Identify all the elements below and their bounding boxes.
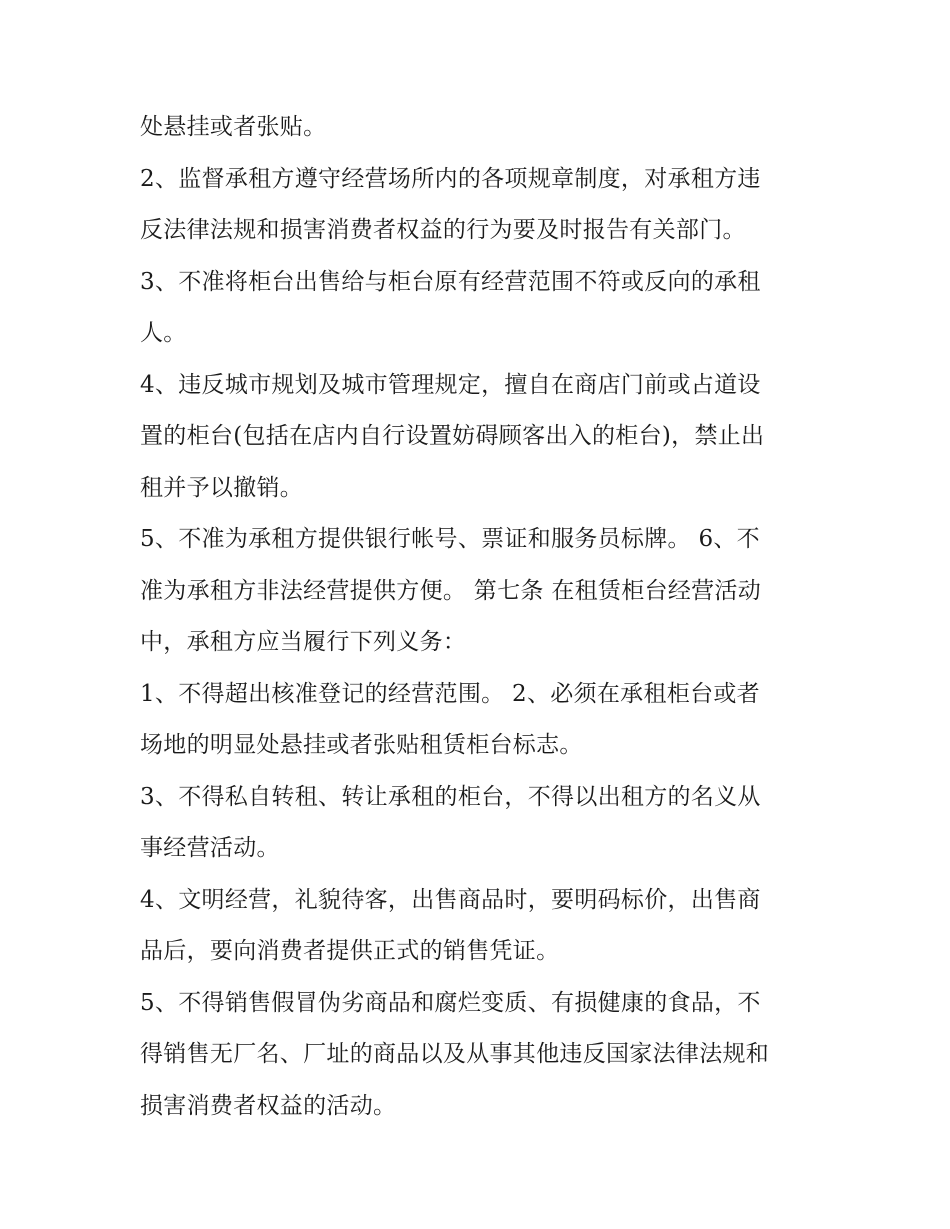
- text-line: 准为承租方非法经营提供方便。 第七条 在租赁柜台经营活动: [140, 577, 762, 604]
- text-line: 反法律法规和损害消费者权益的行为要及时报告有关部门。: [140, 217, 746, 243]
- text-line: 中，承租方应当履行下列义务：: [140, 629, 467, 655]
- text-line: 置的柜台(包括在店内自行设置妨碍顾客出入的柜台)，禁止出: [140, 423, 765, 449]
- text-line: 损害消费者权益的活动。: [140, 1092, 397, 1119]
- text-line: 1、不得超出核准登记的经营范围。 2、必须在承租柜台或者: [140, 680, 760, 707]
- text-line: 4、违反城市规划及城市管理规定，擅自在商店门前或占道设: [140, 371, 761, 398]
- text-line: 2、监督承租方遵守经营场所内的各项规章制度，对承租方违: [140, 165, 761, 192]
- text-line: 处悬挂或者张贴。: [140, 114, 327, 140]
- text-line: 5、不得销售假冒伪劣商品和腐烂变质、有损健康的食品，不: [140, 989, 761, 1016]
- text-line: 场地的明显处悬挂或者张贴租赁柜台标志。: [140, 732, 583, 758]
- text-line: 3、不准将柜台出售给与柜台原有经营范围不符或反向的承租: [140, 268, 761, 295]
- text-line: 3、不得私自转租、转让承租的柜台，不得以出租方的名义从: [140, 783, 761, 810]
- text-line: 4、文明经营，礼貌待客，出售商品时，要明码标价，出售商: [140, 886, 761, 913]
- text-line: 租并予以撤销。: [140, 474, 304, 501]
- text-line: 人。: [140, 320, 187, 346]
- text-line: 事经营活动。: [140, 835, 280, 861]
- text-line: 品后，要向消费者提供正式的销售凭证。: [140, 938, 560, 964]
- document-body: [140, 102, 820, 1132]
- text-line: 得销售无厂名、厂址的商品以及从事其他违反国家法律法规和: [140, 1041, 770, 1067]
- text-line: 5、不准为承租方提供银行帐号、票证和服务员标牌。 6、不: [140, 526, 760, 552]
